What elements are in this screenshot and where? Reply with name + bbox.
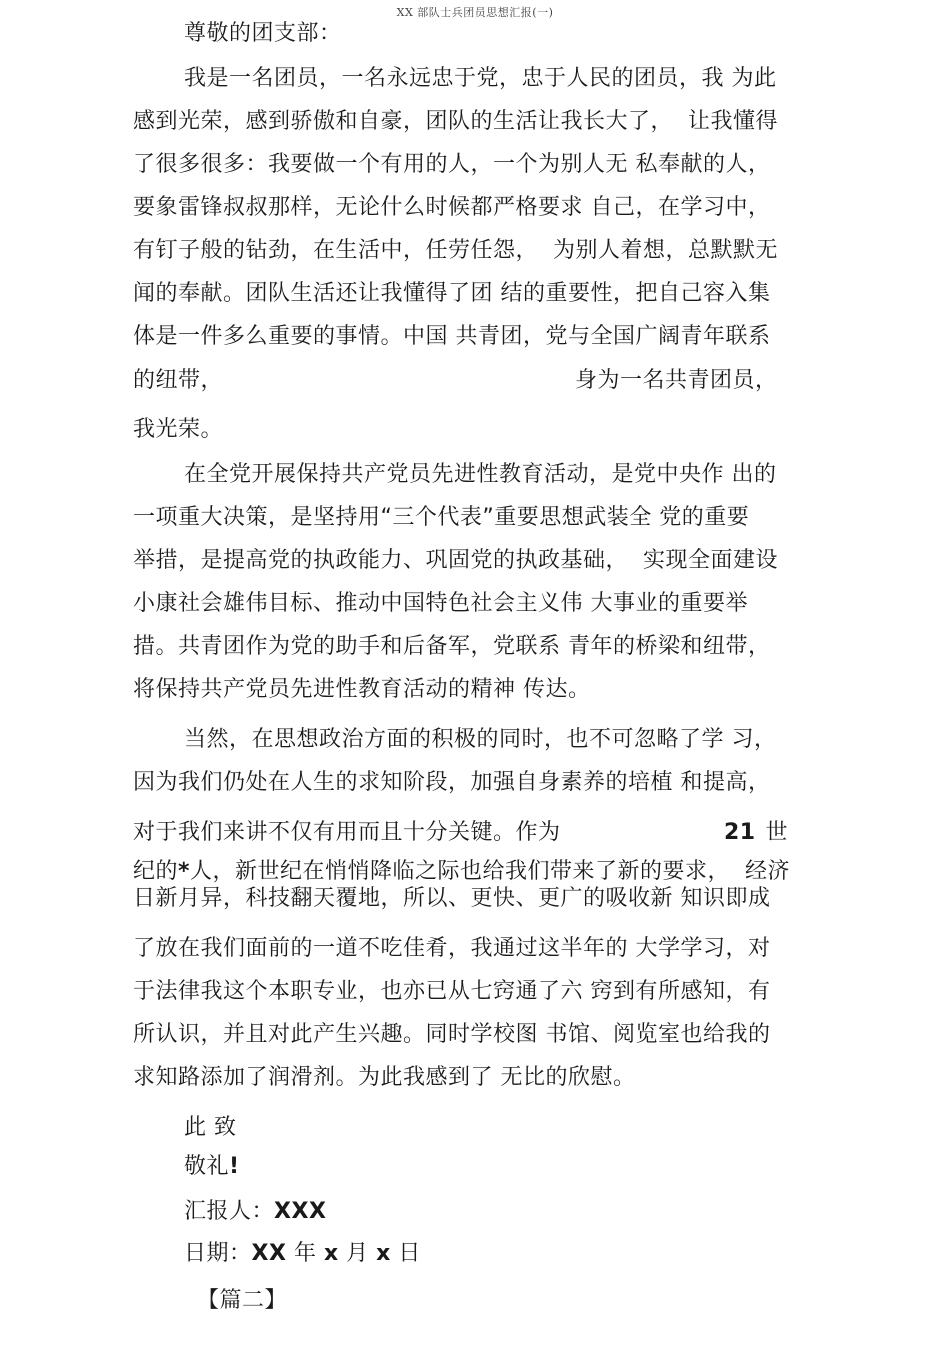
date-day-unit: 日 xyxy=(390,1241,421,1266)
paragraph-3-line: 因为我们仍处在人生的求知阶段，加强自身素养的培植 和提高， xyxy=(133,770,771,795)
paragraph-1-line: 闻的奉献。团队生活还让我懂得了团 结的重要性，把自己容入集 xyxy=(133,281,771,306)
paragraph-3-number: 21 xyxy=(724,820,756,845)
date-month-unit: 月 xyxy=(338,1241,377,1266)
paragraph-1-line: 体是一件多么重要的事情。中国 共青团，党与全国广阔青年联系 xyxy=(133,324,771,349)
paragraph-1-line: 感到光荣，感到骄傲和自豪，团队的生活让我长大了， 让我懂得 xyxy=(133,109,778,134)
asterisk-mark: * xyxy=(178,859,191,884)
reporter-line xyxy=(184,1197,326,1227)
section-heading: 【篇二】 xyxy=(197,1288,288,1313)
paragraph-3-line xyxy=(133,857,790,887)
reporter-label: 汇报人： xyxy=(184,1199,275,1224)
paragraph-3-line: 于法律我这个本职专业，也亦已从七窍通了六 窍到有所感知，有 xyxy=(133,979,771,1004)
paragraph-1-line: 了很多很多：我要做一个有用的人，一个为别人无 私奉献的人， xyxy=(133,152,771,177)
paragraph-1-line: 我是一名团员，一名永远忠于党，忠于人民的团员，我 为此 xyxy=(184,66,777,91)
paragraph-3-line: 了放在我们面前的一道不吃佳肴，我通过这半年的 大学学习，对 xyxy=(133,936,771,961)
paragraph-3-line: 当然，在思想政治方面的积极的同时，也不可忽略了学 习， xyxy=(184,727,777,752)
paragraph-1-line: 有钉子般的钻劲，在生活中，任劳任怨， 为别人着想，总默默无 xyxy=(133,238,778,263)
paragraph-2-line: 措。共青团作为党的助手和后备军，党联系 青年的桥梁和纽带， xyxy=(133,634,771,659)
paragraph-2-line: 一项重大决策，是坚持用“三个代表”重要思想武装全 党的重要 xyxy=(133,505,750,530)
regards-exclamation: ! xyxy=(229,1154,240,1179)
date-day: x xyxy=(376,1241,391,1266)
paragraph-2-line: 小康社会雄伟目标、推动中国特色社会主义伟 大事业的重要举 xyxy=(133,591,748,616)
paragraph-3-line: 对于我们来讲不仅有用而且十分关键。作为 xyxy=(133,820,561,845)
page-header: XX 部队士兵团员思想汇报(一) xyxy=(396,6,554,19)
paragraph-3-line: 世 xyxy=(758,820,788,845)
date-line xyxy=(184,1239,421,1269)
reporter-value: XXX xyxy=(274,1199,327,1224)
date-month: x xyxy=(323,1241,339,1266)
date-year: XX xyxy=(251,1241,287,1266)
paragraph-2-line: 将保持共产党员先进性教育活动的精神 传达。 xyxy=(133,677,591,702)
paragraph-1-line: 要象雷锋叔叔那样，无论什么时候都严格要求 自己，在学习中， xyxy=(133,195,771,220)
paragraph-1-line: 的纽带， xyxy=(133,368,224,393)
closing-regards xyxy=(184,1152,240,1182)
regards-text: 敬礼 xyxy=(184,1154,230,1179)
paragraph-3-line: 所认识，并且对此产生兴趣。同时学校图 书馆、阅览室也给我的 xyxy=(133,1022,771,1047)
closing-line: 此 致 xyxy=(184,1115,237,1140)
paragraph-1-line: 身为一名共青团员， xyxy=(575,368,778,393)
paragraph-3-line: 求知路添加了润滑剂。为此我感到了 无比的欣慰。 xyxy=(133,1065,636,1090)
paragraph-3-fragment: 人，新世纪在悄悄降临之际也给我们带来了新的要求， 经济 xyxy=(190,859,791,884)
date-year-unit: 年 xyxy=(286,1241,324,1266)
salutation: 尊敬的团支部： xyxy=(184,21,342,46)
paragraph-3-fragment: 纪的 xyxy=(133,859,179,884)
date-label: 日期： xyxy=(184,1241,252,1266)
paragraph-3-line: 日新月异，科技翻天覆地，所以、更快、更广的吸收新 知识即成 xyxy=(133,886,771,911)
paragraph-2-line: 在全党开展保持共产党员先进性教育活动，是党中央作 出的 xyxy=(184,462,777,487)
paragraph-2-line: 举措，是提高党的执政能力、巩固党的执政基础， 实现全面建设 xyxy=(133,548,778,573)
paragraph-1-line: 我光荣。 xyxy=(133,417,224,442)
